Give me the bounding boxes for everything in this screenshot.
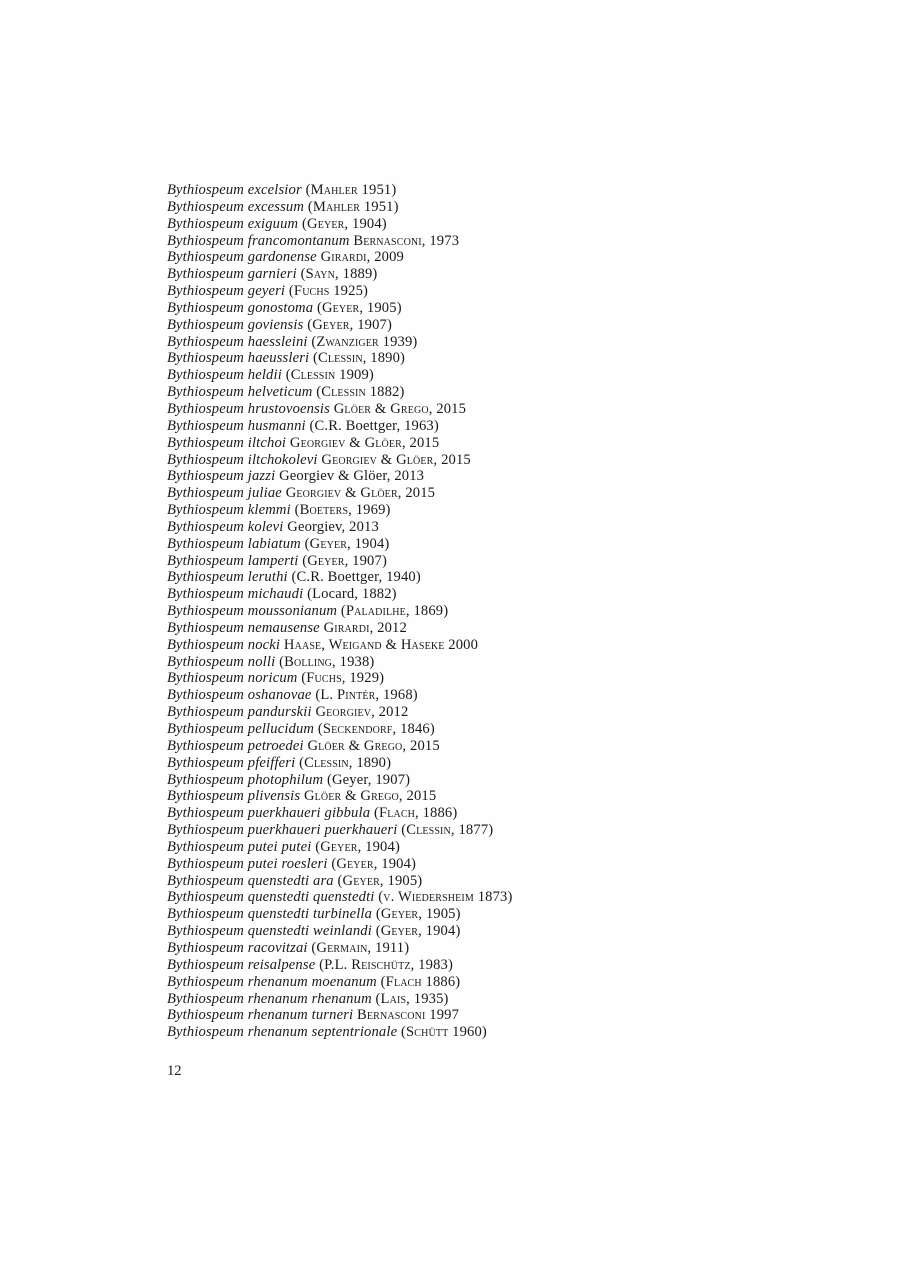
species-name: Bythiospeum petroedei: [167, 737, 304, 754]
species-name: Bythiospeum racovitzai: [167, 939, 308, 956]
species-authority: Georgiev & Glöer, 2015: [321, 451, 471, 468]
species-authority: (Germain, 1911): [311, 939, 410, 956]
list-item: [167, 452, 767, 469]
list-item: [167, 249, 767, 266]
species-name: Bythiospeum michaudi: [167, 586, 304, 603]
species-name: Bythiospeum jazzi: [167, 468, 276, 485]
list-item: [167, 721, 767, 738]
list-item: [167, 940, 767, 957]
list-item: [167, 283, 767, 300]
list-item: [167, 687, 767, 704]
species-name: Bythiospeum labiatum: [167, 535, 301, 552]
species-name: Bythiospeum pandurskii: [167, 704, 312, 721]
species-name: Bythiospeum geyeri: [167, 283, 286, 300]
species-name: Bythiospeum oshanovae: [167, 687, 312, 704]
list-item: [167, 889, 767, 906]
species-authority: (P.L. Reischütz, 1983): [319, 956, 453, 973]
species-authority: Georgiev & Glöer, 2015: [289, 434, 440, 451]
species-authority: (Flach 1886): [380, 973, 461, 990]
species-authority: (Zwanziger 1939): [311, 333, 418, 350]
list-item: [167, 485, 767, 502]
list-item: [167, 334, 767, 351]
species-authority: (Clessin, 1890): [299, 754, 392, 771]
list-item: [167, 536, 767, 553]
species-name: Bythiospeum reisalpense: [167, 956, 316, 973]
list-item: [167, 569, 767, 586]
list-item: [167, 839, 767, 856]
species-authority: Georgiev & Glöer, 2013: [279, 468, 425, 485]
species-name: Bythiospeum nemausense: [167, 619, 320, 636]
species-name: Bythiospeum putei putei: [167, 838, 312, 855]
list-item: [167, 182, 767, 199]
list-item: [167, 991, 767, 1008]
list-item: [167, 401, 767, 418]
list-item: [167, 654, 767, 671]
species-name: Bythiospeum gonostoma: [167, 299, 314, 316]
list-item: [167, 266, 767, 283]
list-item: [167, 1024, 767, 1041]
list-item: [167, 216, 767, 233]
species-authority: (C.R. Boettger, 1940): [291, 569, 421, 586]
list-item: [167, 435, 767, 452]
species-authority: Georgiev, 2013: [287, 518, 379, 535]
species-name: Bythiospeum photophilum: [167, 771, 324, 788]
species-name: Bythiospeum leruthi: [167, 569, 288, 586]
species-name: Bythiospeum husmanni: [167, 417, 306, 434]
species-name: Bythiospeum puerkhaueri gibbula: [167, 805, 371, 822]
species-authority: (Geyer, 1905): [337, 872, 423, 889]
list-item: [167, 738, 767, 755]
species-authority: (Locard, 1882): [307, 586, 397, 603]
species-name: Bythiospeum excessum: [167, 198, 305, 215]
list-item: [167, 906, 767, 923]
species-authority: Glöer & Grego, 2015: [307, 737, 440, 754]
species-authority: Georgiev & Glöer, 2015: [285, 485, 436, 502]
species-authority: (Bolling, 1938): [279, 653, 375, 670]
list-item: [167, 468, 767, 485]
species-authority: (Flach, 1886): [373, 805, 458, 822]
species-name: Bythiospeum noricum: [167, 670, 298, 687]
species-name: Bythiospeum klemmi: [167, 502, 291, 519]
species-name: Bythiospeum francomontanum: [167, 232, 350, 249]
species-authority: (Lais, 1935): [375, 990, 449, 1007]
species-authority: (Fuchs 1925): [288, 283, 369, 300]
list-item: [167, 603, 767, 620]
list-item: [167, 418, 767, 435]
species-name: Bythiospeum haessleini: [167, 333, 308, 350]
species-authority: (L. Pintér, 1968): [315, 687, 418, 704]
species-authority: (Geyer, 1904): [315, 838, 400, 855]
list-item: [167, 772, 767, 789]
list-item: [167, 620, 767, 637]
species-authority: Bernasconi 1997: [357, 1007, 460, 1024]
species-authority: (C.R. Boettger, 1963): [309, 417, 439, 434]
species-name: Bythiospeum nolli: [167, 653, 276, 670]
species-authority: (Geyer, 1904): [375, 923, 461, 940]
species-authority: Georgiev, 2012: [315, 704, 409, 721]
list-item: [167, 199, 767, 216]
species-name: Bythiospeum moussonianum: [167, 603, 338, 620]
species-name: Bythiospeum gardonense: [167, 249, 317, 266]
list-item: [167, 788, 767, 805]
species-authority: Girardi, 2012: [323, 619, 407, 636]
list-item: [167, 1007, 767, 1024]
list-item: [167, 350, 767, 367]
species-authority: (Seckendorf, 1846): [317, 721, 435, 737]
species-authority: Bernasconi, 1973: [353, 232, 460, 249]
species-authority: Girardi, 2009: [320, 249, 404, 266]
species-name: Bythiospeum quenstedti quenstedti: [167, 889, 375, 906]
species-authority: (Mahler 1951): [305, 182, 397, 198]
list-item: [167, 384, 767, 401]
list-item: [167, 822, 767, 839]
species-authority: (Geyer, 1907): [326, 771, 411, 788]
species-name: Bythiospeum putei roesleri: [167, 855, 328, 872]
species-name: Bythiospeum rhenanum moenanum: [167, 973, 377, 990]
list-item: [167, 233, 767, 250]
species-name: Bythiospeum haeussleri: [167, 350, 310, 367]
list-item: [167, 670, 767, 687]
species-name: Bythiospeum iltchoi: [167, 434, 287, 451]
species-name: Bythiospeum garnieri: [167, 266, 297, 283]
list-item: [167, 367, 767, 384]
list-item: [167, 317, 767, 334]
page-number: 12: [167, 1063, 182, 1079]
species-authority: (Geyer, 1907): [302, 552, 387, 569]
species-authority: (Schütt 1960): [401, 1024, 487, 1041]
list-item: [167, 553, 767, 570]
species-name: Bythiospeum rhenanum septentrionale: [167, 1024, 398, 1041]
species-authority: (Boeters, 1969): [294, 502, 391, 519]
species-authority: (Geyer, 1905): [316, 299, 402, 316]
species-authority: (Geyer, 1904): [302, 215, 387, 232]
species-authority: (Geyer, 1904): [304, 535, 390, 552]
list-item: [167, 923, 767, 940]
species-name: Bythiospeum juliae: [167, 485, 282, 502]
list-item: [167, 586, 767, 603]
list-item: [167, 974, 767, 991]
species-name: Bythiospeum nocki: [167, 636, 281, 653]
species-name: Bythiospeum helveticum: [167, 384, 313, 401]
species-authority: (Clessin, 1877): [401, 822, 494, 839]
list-item: [167, 957, 767, 974]
species-name: Bythiospeum quenstedti weinlandi: [167, 923, 372, 940]
species-name: Bythiospeum quenstedti ara: [167, 872, 334, 889]
species-authority: (Mahler 1951): [307, 198, 399, 215]
species-authority: (Fuchs, 1929): [301, 670, 385, 687]
species-name: Bythiospeum plivensis: [167, 788, 301, 805]
species-authority: Haase, Weigand & Haseke 2000: [283, 636, 479, 653]
species-authority: (Clessin 1882): [316, 384, 405, 401]
species-authority: (Geyer, 1904): [331, 855, 417, 872]
species-authority: (Geyer, 1905): [375, 906, 461, 923]
list-item: [167, 704, 767, 721]
species-name: Bythiospeum excelsior: [167, 182, 302, 198]
list-item: [167, 873, 767, 890]
list-item: [167, 856, 767, 873]
species-name: Bythiospeum iltchokolevi: [167, 451, 318, 468]
species-list: [167, 182, 767, 1041]
list-item: [167, 755, 767, 772]
species-authority: (v. Wiedersheim 1873): [378, 889, 513, 906]
list-item: [167, 805, 767, 822]
species-name: Bythiospeum hrustovoensis: [167, 400, 330, 417]
species-name: Bythiospeum kolevi: [167, 518, 284, 535]
species-name: Bythiospeum exiguum: [167, 215, 299, 232]
species-name: Bythiospeum heldii: [167, 367, 282, 384]
species-name: Bythiospeum goviensis: [167, 316, 304, 333]
species-authority: (Clessin 1909): [285, 367, 374, 384]
species-authority: (Paladilhe, 1869): [340, 603, 449, 620]
list-item: [167, 637, 767, 654]
species-authority: (Clessin, 1890): [313, 350, 406, 367]
species-name: Bythiospeum puerkhaueri puerkhaueri: [167, 822, 398, 839]
list-item: [167, 300, 767, 317]
species-authority: Glöer & Grego, 2015: [303, 788, 437, 805]
species-name: Bythiospeum rhenanum rhenanum: [167, 990, 372, 1007]
list-item: [167, 502, 767, 519]
species-authority: (Geyer, 1907): [307, 316, 392, 333]
species-name: Bythiospeum pellucidum: [167, 721, 315, 737]
species-name: Bythiospeum quenstedti turbinella: [167, 906, 373, 923]
species-name: Bythiospeum lamperti: [167, 552, 299, 569]
species-name: Bythiospeum pfeifferi: [167, 754, 296, 771]
species-authority: (Sayn, 1889): [300, 266, 378, 283]
species-authority: Glöer & Grego, 2015: [333, 400, 467, 417]
list-item: [167, 519, 767, 536]
species-name: Bythiospeum rhenanum turneri: [167, 1007, 354, 1024]
